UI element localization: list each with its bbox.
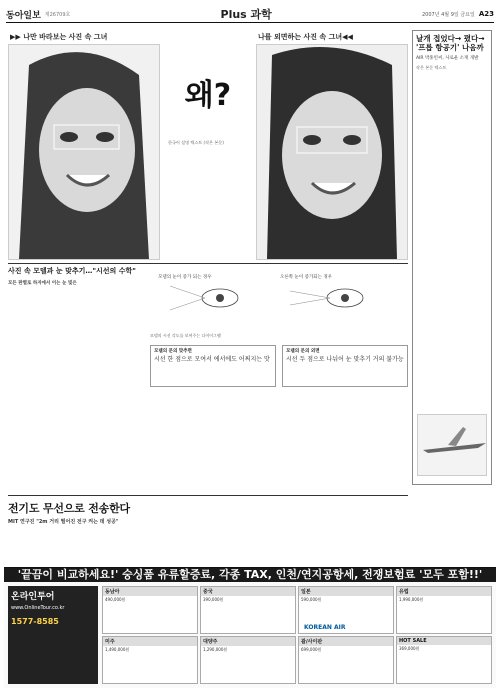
ad-phone[interactable]: 1577-8585 [11,617,59,626]
right-photo-label: 나를 외면하는 사진 속 그녀◀◀ [258,33,353,41]
sidebar-article [412,30,492,485]
callout-right-title: 모델의 문의 외면 [286,349,320,354]
article1-col2 [78,290,144,425]
travel-advertisement [4,567,496,688]
article1-col5 [286,390,346,490]
gaze-diagram-svg [150,266,406,331]
ad-url[interactable]: www.OnlineTour.co.kr [11,605,65,611]
article2-col1 [150,500,234,565]
ad-cell[interactable]: 대양주 1,290,000원 [200,636,296,684]
callout-right-text: 시선 두 점으로 나눠어 눈 맞추기 거의 불가능 [286,356,404,363]
article2-col2 [238,500,322,565]
article1-col1 [8,290,74,425]
ad-cell[interactable]: HOT SALE 369,000원 [396,636,492,684]
ad-cell[interactable]: 괌/사이판 699,000원 [298,636,394,684]
center-question-mark: 왜? [184,78,232,113]
article2-subhead: MIT 연구진 "2m 거리 떨어진 전구 켜는 데 성공" [8,519,119,525]
ad-cell[interactable]: 미주 1,490,000원 [102,636,198,684]
section-title: Plus 과학 [220,8,272,21]
woman-looking-away-illustration [257,45,407,259]
callout-left-text: 시선 한 점으로 모여서 에서에도 어쩌지는 맛 [154,356,270,363]
callout-right [282,345,408,387]
article-divider [8,263,408,264]
smiling-woman-illustration [9,45,159,259]
article1-col6 [350,390,408,490]
article1-headline: 사진 속 모델과 눈 맞추기…"시선의 수학" [8,267,136,275]
diagram-title-1: 모델의 눈이 증가 되는 경우 [158,275,212,280]
diagram-title-2: 오른쪽 눈이 증가되는 경우 [280,275,333,280]
page-number: A23 [478,10,494,18]
article1-col3 [150,390,214,490]
airline-logo: KOREAN AIR [304,624,346,631]
callout-left [150,345,276,387]
left-photo-label: ▶▶ 나만 바라보는 사진 속 그녀 [10,33,108,41]
sidebar-body: 작은 본문 텍스트 [416,65,447,70]
ad-cell[interactable]: 동남아 490,000원 [102,586,198,634]
ad-grid [102,586,492,684]
article1-col4 [218,390,282,490]
left-portrait-photo [8,44,160,260]
sidebar-byline: AIR 박홍빈씨, 사로운 소재 개발 [416,56,479,61]
aircraft-icon [418,415,490,473]
article2-col3 [326,500,410,565]
sidebar-headline: 날개 접었다→ 폈다→ '프롭 항공기' 나옴까 [416,34,485,52]
ad-company-block [8,586,98,684]
ad-cell[interactable]: 중국 390,000원 [200,586,296,634]
ad-cell[interactable]: 유럽 1,990,000원 [396,586,492,634]
diagram-caption: 모델의 시선 각도를 보여주는 다이어그램 [150,333,221,338]
issue-number: 제26709호 [44,11,71,18]
gaze-diagram [150,266,406,331]
article1-subhead: 모든 판별로 하지에서 이는 눈 빛은 [8,281,77,286]
right-portrait-photo [256,44,408,260]
newspaper-logo: 동아일보 [6,10,41,21]
article2-headline: 전기도 무선으로 전송한다 [8,502,130,515]
ad-cell[interactable]: 일본 590,000원 [298,586,394,634]
article2-divider [8,495,408,496]
ad-banner: '끝끔이 비교하세요!' 숭싱품 유류할증료, 각종 TAX, 인천/연지공항세, 전쟁보험료 '모두 포함!!' [4,568,496,582]
ad-company-name: 온라인투어 [11,592,55,602]
center-body-text: 한국어 설명 텍스트 (작은 본문) [168,140,224,145]
callout-left-title: 모델의 문의 맞추면 [154,349,192,354]
page-header [6,6,494,23]
aircraft-photo [417,414,487,476]
issue-date: 2007년 4월 9일 금요일 [421,11,475,18]
